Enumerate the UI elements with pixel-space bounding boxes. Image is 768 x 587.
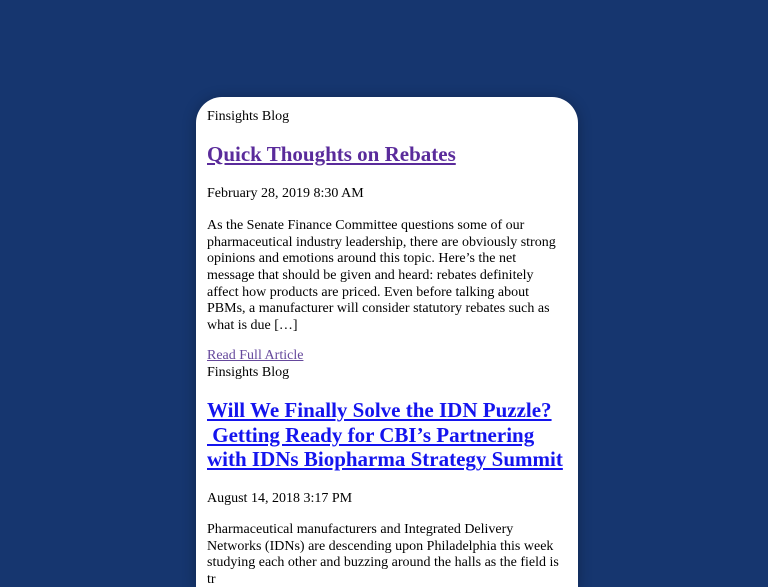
post-title xyxy=(207,398,567,472)
post-date: February 28, 2019 8:30 AM xyxy=(207,185,364,201)
post-title-link[interactable]: Will We Finally Solve the IDN Puzzle? Getting Ready for CBI’s Partnering with IDNs Biopharma Strategy Summit xyxy=(207,397,563,472)
blog-post-1 xyxy=(207,109,567,364)
post-title-link[interactable]: Quick Thoughts on Rebates xyxy=(207,142,456,167)
post-source-label: Finsights Blog xyxy=(207,364,290,380)
post-date: August 14, 2018 3:17 PM xyxy=(207,491,353,507)
blog-feed-card xyxy=(196,97,578,587)
post-title xyxy=(207,142,567,167)
post-source-label: Finsights Blog xyxy=(207,109,290,124)
post-excerpt: As the Senate Finance Committee questions some of our pharmaceutical industry leadership, there are obviously strong opinions and emotions around this topic. Here’s the net message that should be given and heard: rebates definitely affect how products are priced. Even before talking about PBMs, a manufacturer will consider statutory rebates such as what is due […] xyxy=(207,217,556,333)
post-excerpt: Pharmaceutical manufacturers and Integrated Delivery Networks (IDNs) are descending upon Philadelphia this week studying each other and buzzing around the halls as the field is tr xyxy=(207,522,559,587)
blog-post-2 xyxy=(207,365,567,587)
read-full-article-link[interactable]: Read Full Article xyxy=(207,347,304,363)
